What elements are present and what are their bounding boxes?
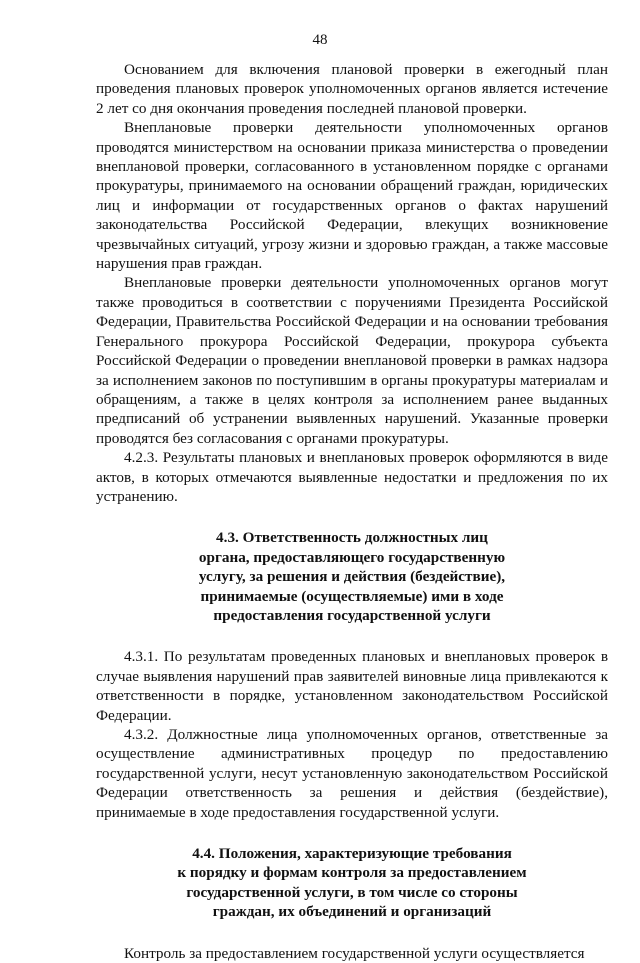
heading-line: предоставления государственной услуги <box>213 606 491 624</box>
heading-line: 4.4. Положения, характеризующие требования <box>192 845 512 863</box>
paragraph: Внеплановые проверки деятельности уполномоченных органов могут также проводиться в соответствии с поручениями Президента Российской Федерации, Правительства Российской Федерации и на основании требования Генерального прокурора Российской Федерации, прокурора субъекта Российской Федерации о проведении внеплановой проверки в рамках надзора за исполнением законов по поступившим в органы прокуратуры материалам и обращениям, а также в целях контроля за исполнением ранее выданных предписаний об устранении выявленных нарушений. Указанные проверки проводятся без согласования с органами прокуратуры. <box>96 274 608 447</box>
paragraph: Внеплановые проверки деятельности уполномоченных органов проводятся министерством на основании приказа министерства о проведении внеплановой проверки, согласованного в установленном порядке с органами прокуратуры, принимаемого на основании обращений граждан, юридических лиц и информации от государственных органов о фактах нарушений законодательства Российской Федерации, влекущих возникновение чрезвычайных ситуаций, угрозу жизни и здоровью граждан, а также массовые нарушения прав граждан. <box>96 119 608 273</box>
heading-line: граждан, их объединений и организаций <box>212 903 492 921</box>
heading-line: принимаемые (осуществляемые) ими в ходе <box>200 587 504 605</box>
paragraph: 4.3.1. По результатам проведенных плановых и внеплановых проверок в случае выявления нарушений прав заявителей виновные лица привлекаются к ответственности в порядке, установленном законодательством Российской Федерации. <box>96 648 608 724</box>
heading-line: органа, предоставляющего государственную <box>198 548 506 566</box>
heading-line: к порядку и формам контроля за предоставлением <box>177 864 527 882</box>
heading-line: услугу, за решения и действия (бездействие), <box>198 568 506 586</box>
page-number: 48 <box>312 32 328 48</box>
document-body <box>96 60 608 963</box>
section-heading-4-3 <box>96 528 608 625</box>
heading-line: 4.3. Ответственность должностных лиц <box>216 529 488 547</box>
heading-line: государственной услуги, в том числе со стороны <box>186 883 518 901</box>
paragraph: Контроль за предоставлением государственной услуги осуществляется <box>124 944 585 962</box>
paragraph: 4.3.2. Должностные лица уполномоченных органов, ответственные за осуществление административных процедур по предоставлению государственной услуги, несут установленную законодательством Российской Федерации ответственность за решения и действия (бездействие), принимаемые в ходе предоставления государственной услуги. <box>96 726 608 821</box>
paragraph: Основанием для включения плановой проверки в ежегодный план проведения плановых проверок уполномоченных органов является истечение 2 лет со дня окончания проведения последней плановой проверки. <box>96 61 608 117</box>
paragraph: 4.2.3. Результаты плановых и внеплановых проверок оформляются в виде актов, в которых отмечаются выявленные недостатки и предложения по их устранению. <box>96 449 608 505</box>
section-heading-4-4 <box>96 844 608 922</box>
